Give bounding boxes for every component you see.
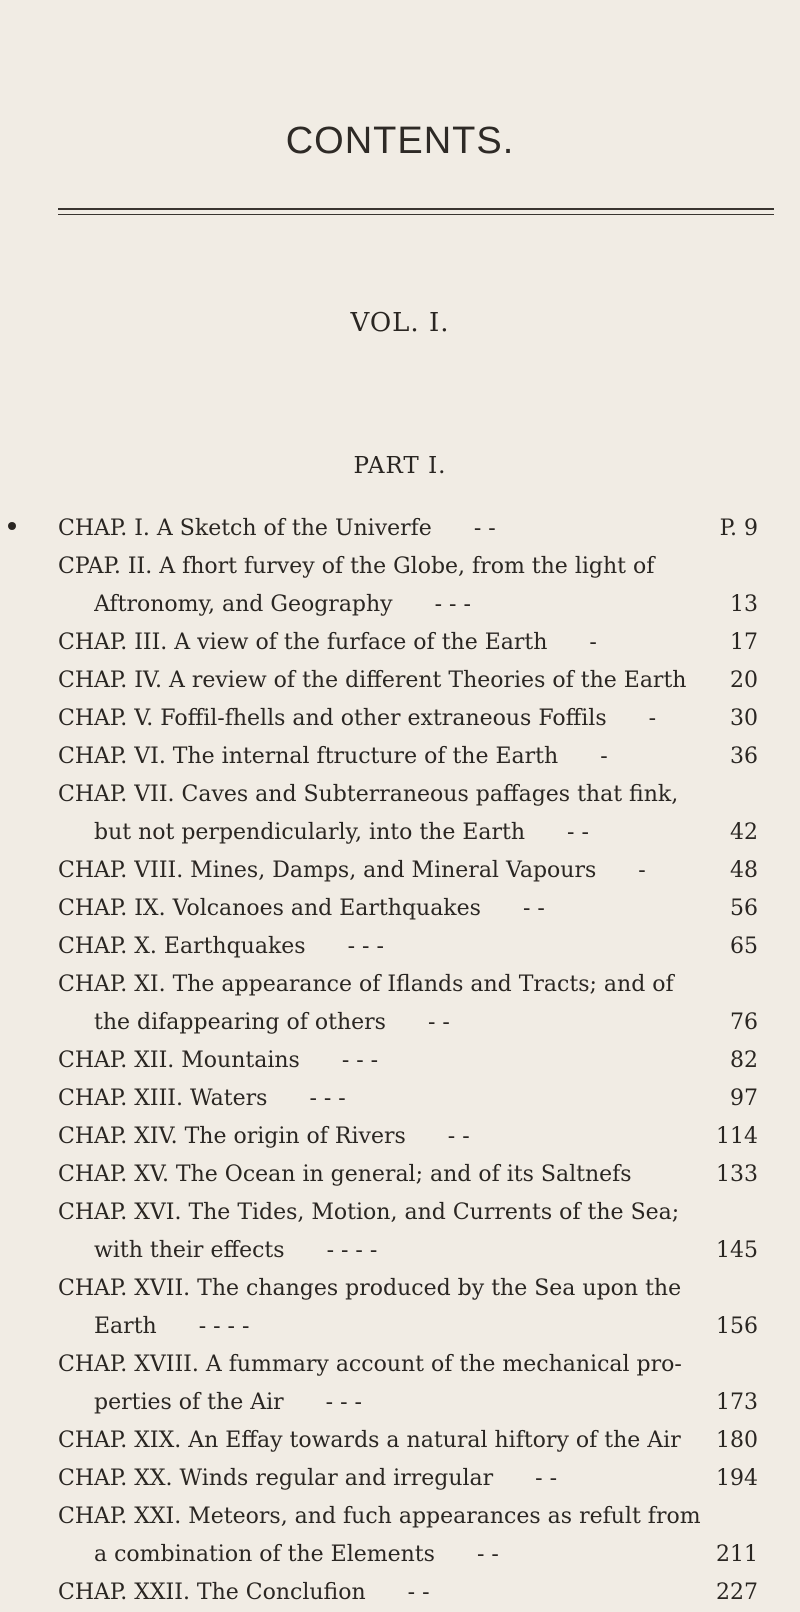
toc-page-number: 133 xyxy=(716,1162,758,1187)
toc-entry xyxy=(58,1346,758,1422)
toc-leader: - xyxy=(600,744,608,769)
toc-entry xyxy=(58,1118,758,1156)
toc-leader: - xyxy=(589,630,597,655)
double-rule-top xyxy=(58,208,774,210)
toc-entry-text: CHAP. XV. The Ocean in general; and of its Saltnefs xyxy=(58,1162,632,1187)
toc-entry xyxy=(58,966,758,1042)
toc-entry-text: CHAP. XIII. Waters - - - xyxy=(58,1080,718,1118)
part-heading: PART I. xyxy=(353,453,447,479)
toc-entry-text: CHAP. XXI. Meteors, and fuch appearances as refult from xyxy=(58,1504,701,1529)
toc-entry xyxy=(58,1270,758,1346)
toc-page-number: P. 9 xyxy=(719,516,758,541)
toc-entry-text: CHAP. I. A Sketch of the Univerfe - - xyxy=(58,510,718,548)
toc-entry-text: a combination of the Elements - - xyxy=(94,1536,716,1574)
toc-entry xyxy=(58,624,758,662)
toc-page-number: 173 xyxy=(716,1390,758,1415)
toc-entry-text: perties of the Air - - - xyxy=(94,1384,716,1422)
toc-page-number: 56 xyxy=(730,896,758,921)
page-title: CONTENTS. xyxy=(285,120,515,162)
toc-entry xyxy=(58,1574,758,1612)
toc-page-number: 156 xyxy=(716,1314,758,1339)
toc-page-number: 17 xyxy=(730,630,758,655)
toc-entry-text: CHAP. III. A view of the furface of the Earth - xyxy=(58,624,718,662)
toc-page-number: 13 xyxy=(730,592,758,617)
toc-entry xyxy=(58,1498,758,1574)
toc-entry xyxy=(58,1422,758,1460)
toc-entry-text: CHAP. XX. Winds regular and irregular - - xyxy=(58,1460,716,1498)
toc-entry-text: CHAP. XXII. The Conclufion - - xyxy=(58,1574,716,1612)
toc-leader: - - - xyxy=(325,1390,362,1415)
toc-leader: - - - xyxy=(341,1048,379,1073)
toc-page-number: 114 xyxy=(716,1124,758,1149)
toc-entry-text: CHAP. VIII. Mines, Damps, and Mineral Vapours - xyxy=(58,852,718,890)
toc-entry xyxy=(58,890,758,928)
toc-entry-text: Aftronomy, and Geography - - - xyxy=(94,586,718,624)
toc-entry xyxy=(58,776,758,852)
toc-entry xyxy=(58,852,758,890)
toc-entry xyxy=(58,548,758,624)
toc-leader: - - - xyxy=(309,1086,346,1111)
toc-entry xyxy=(58,1042,758,1080)
toc-leader: - - xyxy=(473,516,496,541)
toc-entry-text: CHAP. VII. Caves and Subterraneous paffages that fink, xyxy=(58,782,679,807)
toc-page-number: 227 xyxy=(716,1580,758,1605)
toc-entry-text: CHAP. V. Foffil-fhells and other extraneous Foffils - xyxy=(58,700,718,738)
toc-page-number: 65 xyxy=(730,934,758,959)
toc-leader: - xyxy=(638,858,646,883)
toc-entry-text: CHAP. XVII. The changes produced by the Sea upon the xyxy=(58,1276,682,1301)
double-rule-bottom xyxy=(58,214,774,215)
toc-page-number: 194 xyxy=(716,1466,758,1491)
toc-page-number: 211 xyxy=(716,1542,758,1567)
toc-entry-text: CHAP. IV. A review of the different Theories of the Earth xyxy=(58,668,687,693)
toc-leader: - - xyxy=(522,896,545,921)
toc-entry-text: CHAP. XVI. The Tides, Motion, and Currents of the Sea; xyxy=(58,1200,680,1225)
toc-leader: - - xyxy=(567,820,589,845)
toc-page-number: 36 xyxy=(730,744,758,769)
toc-entry-text: CHAP. X. Earthquakes - - - xyxy=(58,928,718,966)
toc-leader: - - - xyxy=(347,934,384,959)
toc-entry-text: CHAP. XII. Mountains - - - xyxy=(58,1042,718,1080)
toc-entry xyxy=(58,662,758,700)
table-of-contents xyxy=(58,510,758,1612)
toc-page-number: 97 xyxy=(730,1086,758,1111)
toc-page-number: 20 xyxy=(730,668,758,693)
toc-entry-text: CHAP. XVIII. A fummary account of the mechanical pro- xyxy=(58,1352,682,1377)
toc-entry-text: with their effects - - - - xyxy=(94,1232,716,1270)
toc-leader: - - xyxy=(407,1580,430,1605)
toc-entry-text: CHAP. VI. The internal ftructure of the Earth - xyxy=(58,738,718,776)
toc-entry xyxy=(58,1156,758,1194)
toc-page-number: 30 xyxy=(730,706,758,731)
toc-page-number: 145 xyxy=(716,1238,758,1263)
toc-page-number: 48 xyxy=(730,858,758,883)
toc-page-number: 76 xyxy=(730,1010,758,1035)
toc-entry-text: CPAP. II. A fhort furvey of the Globe, from the light of xyxy=(58,554,655,579)
toc-entry-text: CHAP. IX. Volcanoes and Earthquakes - - xyxy=(58,890,718,928)
toc-page-number: 82 xyxy=(730,1048,758,1073)
bullet-mark-icon xyxy=(8,522,16,530)
toc-page-number: 42 xyxy=(730,820,758,845)
toc-entry-text: Earth - - - - xyxy=(94,1308,716,1346)
toc-entry xyxy=(58,700,758,738)
toc-leader: - - xyxy=(427,1010,450,1035)
toc-leader: - - xyxy=(476,1542,499,1567)
toc-leader: - - xyxy=(535,1466,558,1491)
toc-entry xyxy=(58,1460,758,1498)
toc-entry xyxy=(58,928,758,966)
toc-entry xyxy=(58,1194,758,1270)
toc-entry xyxy=(58,1080,758,1118)
toc-entry-text: CHAP. XIV. The origin of Rivers - - xyxy=(58,1118,716,1156)
toc-entry-text: the difappearing of others - - xyxy=(94,1004,718,1042)
toc-page-number: 180 xyxy=(716,1428,758,1453)
toc-leader: - - xyxy=(447,1124,470,1149)
toc-entry xyxy=(58,738,758,776)
toc-entry-text: but not perpendicularly, into the Earth - - xyxy=(94,814,718,852)
toc-leader: - - - - xyxy=(326,1238,378,1263)
toc-entry-text: CHAP. XIX. An Effay towards a natural hiftory of the Air xyxy=(58,1428,681,1453)
toc-entry xyxy=(58,510,758,548)
toc-leader: - - - xyxy=(434,592,471,617)
volume-heading: VOL. I. xyxy=(350,308,450,338)
toc-leader: - xyxy=(648,706,657,731)
toc-leader: - - - - xyxy=(198,1314,250,1339)
toc-entry-text: CHAP. XI. The appearance of Iflands and Tracts; and of xyxy=(58,972,674,997)
